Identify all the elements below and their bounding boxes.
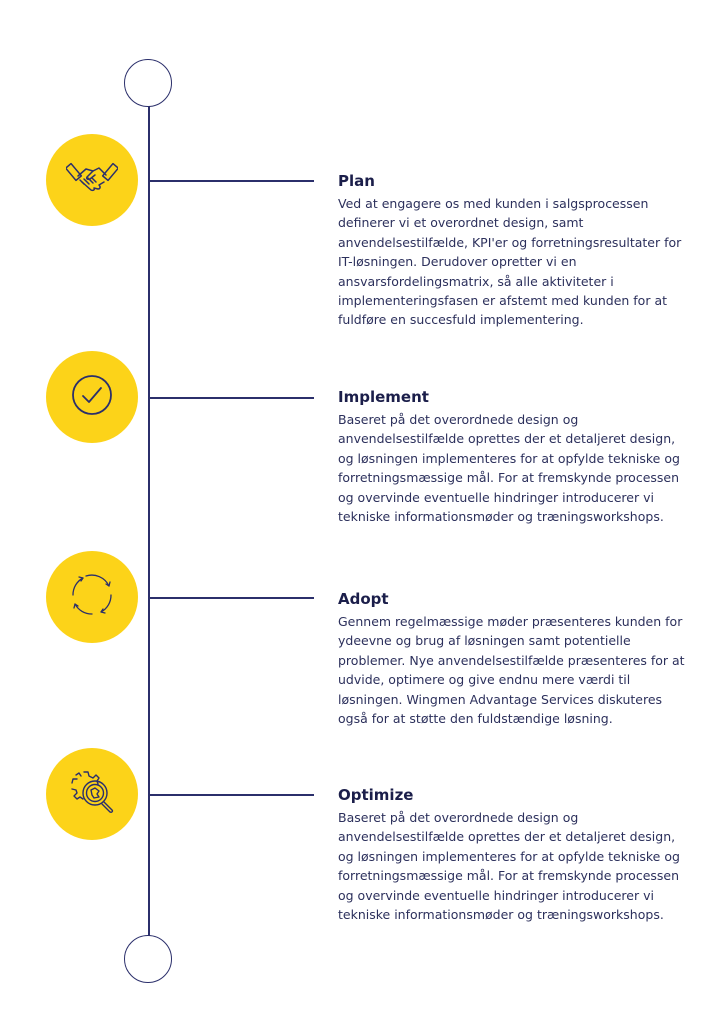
step-adopt	[338, 589, 688, 728]
step-optimize	[338, 785, 688, 924]
handshake-icon	[66, 152, 118, 208]
step-implement-badge	[46, 351, 138, 443]
step-optimize-title: Optimize	[338, 786, 414, 804]
step-optimize-connector	[149, 794, 314, 796]
step-implement	[338, 387, 688, 526]
step-plan-badge	[46, 134, 138, 226]
step-adopt-text: Gennem regelmæssige møder præsenteres kunden for ydeevne og brug af løsningen samt potentielle problemer. Nye anvendelsestilfælde præsenteres for at udvide, optimere og give endnu mere værdi til løsningen. Wingmen Advantage Services diskuteres også for at støtte den fuldstændige løsning.	[338, 614, 685, 727]
step-implement-title: Implement	[338, 388, 429, 406]
gear-magnifier-icon	[66, 766, 118, 822]
step-optimize-text: Baseret på det overordnede design og anvendelsestilfælde oprettes der et detaljeret design, og løsningen implementeres for at opfylde tekniske og forretningsmæssige mål. For at fremskynde processen og overvinde eventuelle hindringer introducerer vi tekniske informationsmøder og træningsworkshops.	[338, 810, 680, 923]
step-plan-title: Plan	[338, 172, 375, 190]
step-plan-connector	[149, 180, 314, 182]
timeline-line	[148, 90, 150, 960]
step-implement-text: Baseret på det overordnede design og anvendelsestilfælde oprettes der et detaljeret design, og løsningen implementeres for at opfylde tekniske og forretningsmæssige mål. For at fremskynde processen og overvinde eventuelle hindringer introducerer vi tekniske informationsmøder og træningsworkshops.	[338, 412, 680, 525]
timeline-start-circle	[124, 59, 172, 107]
cycle-arrows-icon	[66, 569, 118, 625]
step-plan-text: Ved at engagere os med kunden i salgsprocessen definerer vi et overordnet design, samt anvendelsestilfælde, KPI'er og forretningsresultater for IT-løsningen. Derudover opretter vi en ansvarsfordelingsmatrix, så alle aktiviteter i implementeringsfasen er afstemt med kunden for at fuldføre en succesfuld implementering.	[338, 196, 682, 328]
timeline-end-circle	[124, 935, 172, 983]
step-implement-connector	[149, 397, 314, 399]
checkmark-circle-icon	[66, 369, 118, 425]
step-adopt-badge	[46, 551, 138, 643]
step-plan	[338, 171, 688, 330]
step-optimize-badge	[46, 748, 138, 840]
step-adopt-connector	[149, 597, 314, 599]
step-adopt-title: Adopt	[338, 590, 389, 608]
